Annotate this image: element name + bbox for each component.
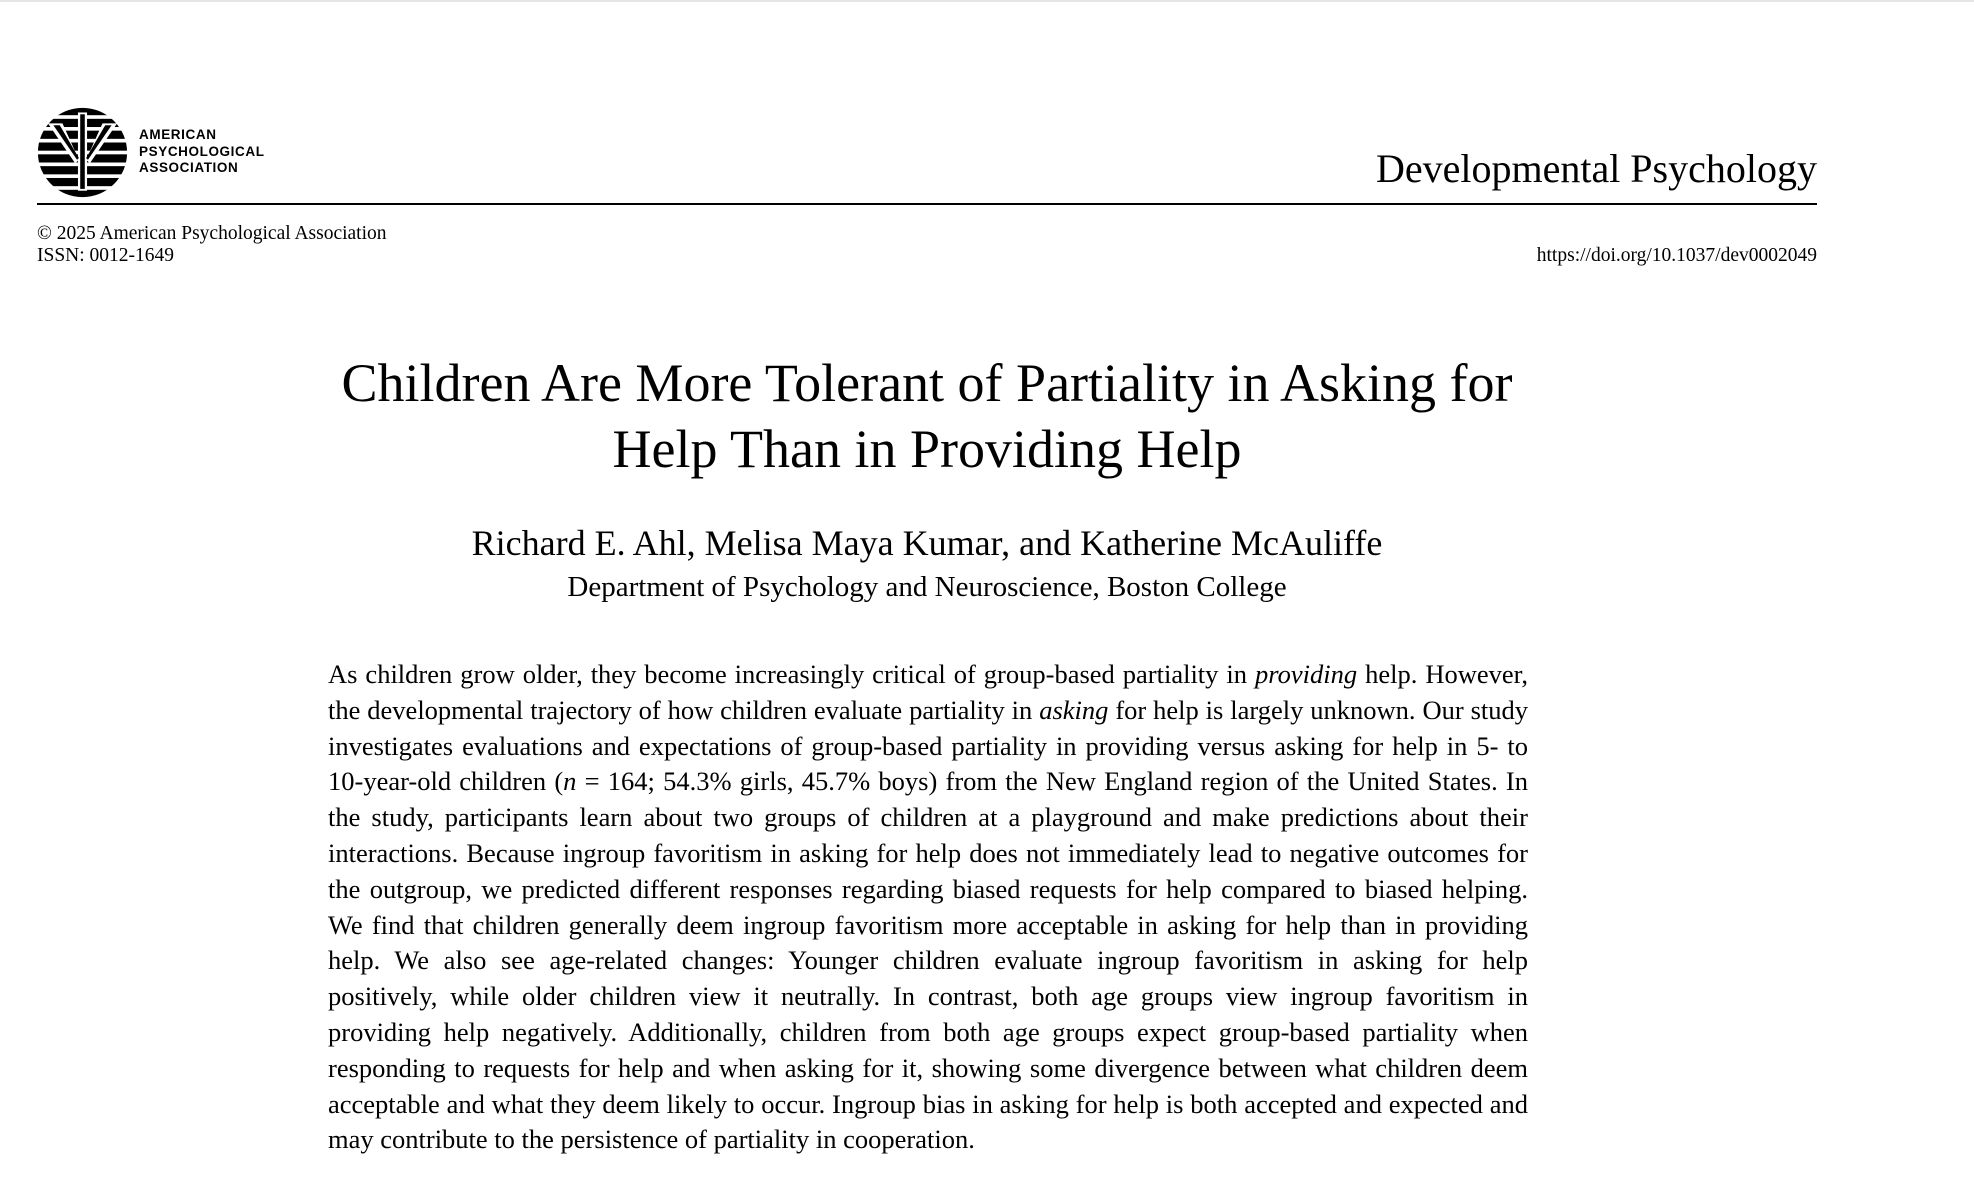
- journal-name: Developmental Psychology: [1375, 146, 1817, 191]
- article-title: Children Are More Tolerant of Partiality in Asking for Help Than in Providing Help: [341, 353, 1513, 479]
- publication-info: [37, 223, 387, 267]
- copyright-line: © 2025 American Psychological Association: [37, 223, 387, 244]
- abstract-paragraph: As children grow older, they become increasingly critical of group-based partiality in providing help. However, the developmental trajectory of how children evaluate partiality in asking for help is largely unknown. Our study investigates evaluations and expectations of group-based partiality in providing versus asking for help in 5- to 10-year-old children (n = 164; 54.3% girls, 45.7% boys) from the New England region of the United States. In the study, participants learn about two groups of children at a playground and make predictions about their interactions. Because ingroup favoritism in asking for help does not immediately lead to negative outcomes for the outgroup, we predicted different responses regarding biased requests for help compared to biased helping. We find that children generally deem ingroup favoritism more acceptable in asking for help than in providing help. We also see age-related changes: Younger children evaluate ingroup favoritism in asking for help positively, while older children view it neutrally. In contrast, both age groups view ingroup favoritism in providing help negatively. Additionally, children from both age groups expect group-based partiality when responding to requests for help and when asking for it, showing some divergence between what children deem acceptable and what they deem likely to occur. Ingroup bias in asking for help is both accepted and expected and may contribute to the persistence of partiality in cooperation.: [328, 659, 1529, 1155]
- author-affiliation: Department of Psychology and Neuroscience, Boston College: [567, 571, 1287, 603]
- doi-link[interactable]: https://doi.org/10.1037/dev0002049: [1536, 245, 1817, 266]
- article-authors: Richard E. Ahl, Melisa Maya Kumar, and Katherine McAuliffe: [471, 523, 1383, 563]
- apa-logo-icon: [37, 107, 128, 198]
- header-rule: [37, 203, 1817, 205]
- top-border: [0, 0, 1974, 2]
- issn-line: ISSN: 0012-1649: [37, 245, 175, 266]
- page-header: [37, 107, 1817, 203]
- publisher-logo-text: AMERICAN PSYCHOLOGICAL ASSOCIATION: [139, 127, 265, 175]
